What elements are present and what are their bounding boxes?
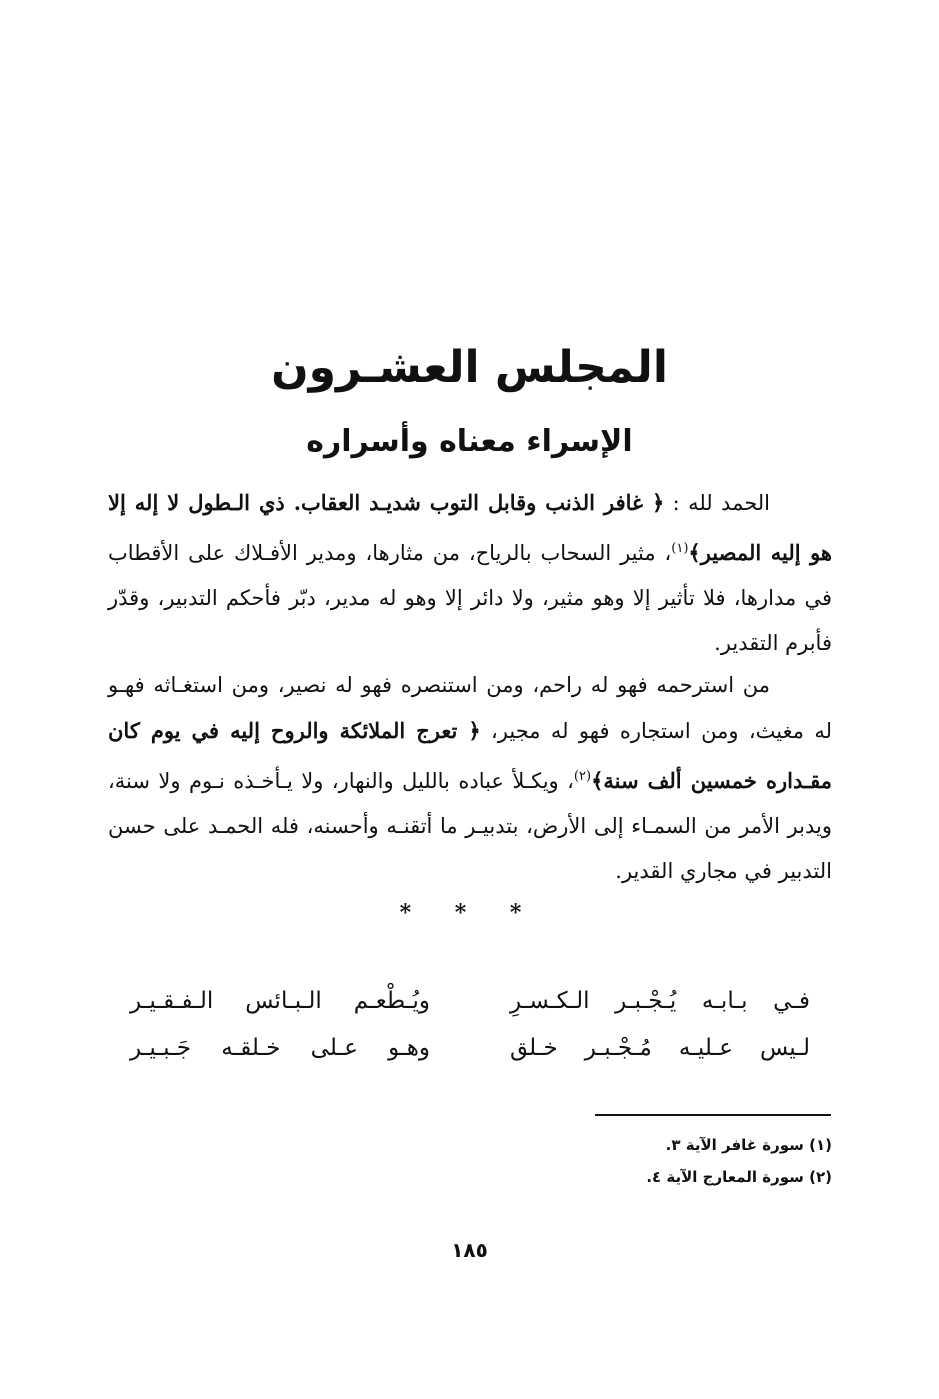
poem-verse	[130, 978, 810, 1025]
footnote-ref: (٢)	[573, 769, 592, 784]
footnote-ref: (١)	[671, 541, 689, 556]
poem-second-hemistich: وهـو عـلى خـلقـه جَـبـيـر	[130, 1035, 430, 1061]
paragraph-rest: ، ويكـلأ عباده بالليل والنهار، ولا يـأخـذه نـوم ولا سنة، ويدبر الأمر من السمـاء إلى الأرض، بتدبيـر ما أتقنـه وأحسنه، فله الحمـد على حسن التدبير في مجاري القدير.	[108, 769, 832, 883]
footnote: (١) سورة غافر الآية ٣.	[665, 1136, 832, 1154]
chapter-title: المجلس العشـرون	[271, 342, 668, 393]
poem	[130, 978, 810, 1072]
poem-first-hemistich: لـيس عـليـه مُـجْـبـر خـلق	[510, 1035, 810, 1061]
paragraph-intro: الحمد لله :	[664, 491, 771, 515]
poem-verse	[130, 1025, 810, 1072]
quran-verse: ﴿ غافر الذنب وقابل التوب شديـد العقاب. ذي الـطول لا إله إلا هو إليه المصير﴾	[108, 490, 833, 565]
poem-second-hemistich: ويُـطْعـم الـبـائس الـفـقـيـر	[130, 988, 430, 1014]
footnote: (٢) سورة المعارج الآية ٤.	[646, 1168, 832, 1186]
section-separator: * * *	[399, 900, 540, 926]
paragraph-intro: من استرحمه فهو له راحم، ومن استنصره فهو له نصير، ومن استغـاثه فهـو له مغيث، ومن استجاره فهو له مجير،	[108, 673, 832, 743]
paragraph-mercy	[108, 663, 832, 894]
page-number: ١٨٥	[451, 1238, 488, 1262]
paragraph-praise	[108, 480, 832, 666]
paragraph-rest: ، مثير السحاب بالرياح، من مثارها، ومدير الأفـلاك على الأقطاب في مدارها، فلا تأثير إلا وهو مثير، ولا دائر إلا وهو له مدير، دبّر فأحكم التدبير، وقدّر فأبرم التقدير.	[108, 541, 832, 655]
quran-verse: ﴿ تعرج الملائكة والروح إليه في يوم كان مقـداره خمسين ألف سنة﴾	[108, 718, 833, 793]
footnote-divider	[595, 1114, 831, 1116]
chapter-subtitle: الإسراء معناه وأسراره	[306, 424, 633, 459]
poem-first-hemistich: فـي بـابـه يُـجْـبـر الـكـسـرِ	[510, 988, 810, 1014]
